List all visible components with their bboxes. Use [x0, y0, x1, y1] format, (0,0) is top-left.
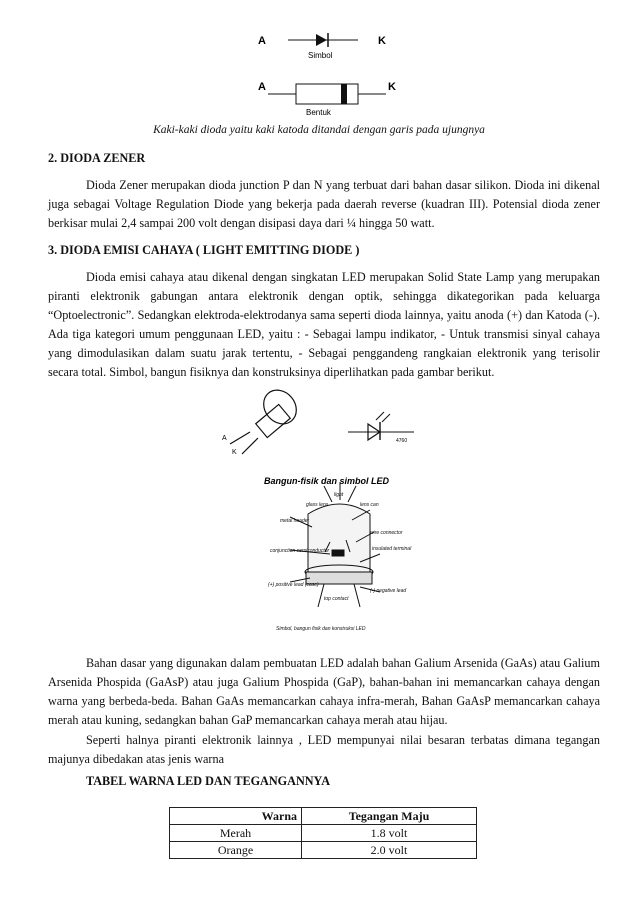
table-row — [170, 842, 477, 859]
cell-color: Merah — [170, 825, 302, 842]
label-insulated-terminal: insulated terminal — [372, 546, 412, 552]
label-top-contact: top contact — [324, 596, 349, 602]
label-wire-connector: wire connector — [370, 530, 403, 536]
section2-heading: 2. DIODA ZENER — [48, 151, 146, 165]
diode-symbol-figure — [238, 18, 408, 122]
led-symbol — [346, 408, 416, 444]
led-figure-title: Bangun-fisik dan simbol LED — [264, 476, 390, 486]
header-voltage: Tegangan Maju — [302, 808, 477, 825]
label-negative-lead: (-) negative lead — [370, 588, 407, 594]
section3-paragraph: Dioda emisi cahaya atau dikenal dengan singkatan LED merupakan Solid State Lamp yang merupakan piranti elektronik gabungan antara elektronik dengan optik, sehingga dikategorikan pada keluarga “Optoelectronic”. Sedangkan elektroda-elektrodanya sama seperti dioda lainnya, yaitu anoda (+) dan Katoda (-). Ada tiga kategori umum penggunaan LED, yaitu : - Sebagai lampu indikator, - Untuk transmisi sinyal cahaya yang dimodulasikan dalam suatu jarak tertentu, - Sebagai penggandeng rangkaian elektronik yang terisolir secara total. Simbol, bangun fisiknya dan konstruksinya diperlihatkan pada gambar berikut. — [48, 270, 600, 379]
cathode-band — [341, 84, 347, 104]
label-metal-header: metal header — [280, 518, 310, 524]
cell-voltage: 2.0 volt — [302, 842, 477, 859]
symbol-label: Simbol — [308, 51, 333, 60]
diode-triangle — [316, 34, 327, 46]
cathode-label-top: K — [378, 35, 386, 47]
label-positive-lead: (+) positive lead (case) — [268, 582, 319, 588]
led-physical-drawing — [230, 384, 303, 454]
diode-body — [296, 84, 358, 104]
label-glass-lens: glass lens — [306, 502, 329, 508]
figure1-caption: Kaki-kaki dioda yaitu kaki katoda ditandai dengan garis pada ujungnya — [153, 124, 485, 136]
table-row — [170, 825, 477, 842]
cell-color: Orange — [170, 842, 302, 859]
led-symbol-code: 4760 — [396, 438, 408, 444]
led-lead-a-label: A — [222, 435, 227, 442]
shape-label: Bentuk — [306, 108, 331, 117]
label-light: light — [334, 492, 344, 498]
cathode-label-bottom: K — [388, 81, 396, 93]
label-lens-can: lens can — [360, 502, 379, 508]
anode-label-top: A — [258, 35, 266, 47]
led-figure-caption: Simbol, bangun fisik dan konstruksi LED — [276, 626, 366, 632]
led-cross-section — [290, 482, 380, 607]
led-color-table — [169, 807, 477, 859]
led-lead-k-label: K — [232, 449, 237, 456]
header-color: Warna — [170, 808, 302, 825]
table-title: TABEL WARNA LED DAN TEGANGANNYA — [86, 774, 331, 788]
materials-paragraph: Bahan dasar yang digunakan dalam pembuatan LED adalah bahan Galium Arsenida (GaAs) atau Galium Arsenida Phospida (GaAsP) atau juga Galium Phospida (GaP), bahan-bahan ini memancarkan cahaya dengan warna yang berbeda-beda. Bahan GaAs memancarkan cahaya infra-merah, Bahan GaAsP memancarkan cahaya merah atau kuning, sedangkan bahan GaP memancarkan cahaya merah atau hijau. — [48, 656, 600, 727]
section3-heading: 3. DIODA EMISI CAHAYA ( LIGHT EMITTING DIODE ) — [48, 243, 360, 257]
section2-paragraph: Dioda Zener merupakan dioda junction P dan N yang terbuat dari bahan dasar silikon. Dioda ini dikenal juga sebagai Voltage Regulation Diode yang bekerja pada daerah reverse (kuadran III). Potensial dioda zener berkisar mulai 2,4 sampai 200 volt dengan disipasi daya dari ¼ hingga 50 watt. — [48, 178, 600, 230]
cell-voltage: 1.8 volt — [302, 825, 477, 842]
anode-label-bottom: A — [258, 81, 266, 93]
voltage-paragraph: Seperti halnya piranti elektronik lainnya , LED mempunyai nilai besaran terbatas dimana tegangan majunya dibedakan atas jenis warna — [48, 733, 600, 766]
table-header-row — [170, 808, 477, 825]
label-conjunction-semiconductor: conjunction semiconductor — [270, 548, 330, 554]
